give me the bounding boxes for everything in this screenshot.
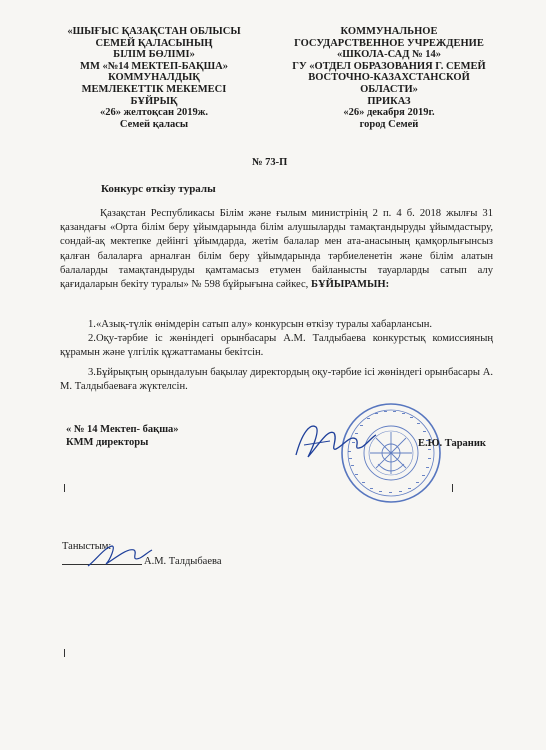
header-right-line: ГУ «ОТДЕЛ ОБРАЗОВАНИЯ Г. СЕМЕЙ <box>292 60 486 72</box>
header-right-line: ВОСТОЧНО-КАЗАХСТАНСКОЙ <box>308 72 470 84</box>
order-item-1: 1.«Азық-түлік өнімдерін сатып алу» конкурсын өткізу туралы хабарлансын. <box>88 319 433 330</box>
margin-mark <box>452 484 453 492</box>
document-number: № 73-П <box>252 157 288 168</box>
header-right-city: город Семей <box>359 118 419 130</box>
signatory-org: « № 14 Мектеп- бақша» <box>66 424 179 435</box>
margin-mark <box>64 484 65 492</box>
header-left-city: Семей қаласы <box>119 118 189 130</box>
order-item-2: 2.Оқу-тәрбие іс жөніндегі орынбасары А.М. Талдыбаева конкурстық комиссияның құрамын және үлгілік құжаттаманы бекітсін. <box>60 333 493 359</box>
order-keyword: БҰЙЫРАМЫН: <box>310 279 390 291</box>
director-name: Е.Ю. Тараник <box>418 438 486 449</box>
header-right-line: ПРИКАЗ <box>367 95 411 107</box>
director-signature <box>290 415 380 465</box>
signatory-position: КММ директоры <box>66 437 149 448</box>
preamble-paragraph <box>60 207 493 292</box>
header-left-line: МЕМЛЕКЕТТІК МЕКЕМЕСІ <box>81 83 227 95</box>
order-item-3: 3.Бұйрықтың орындалуын бақылау директордың оқу-тәрбие ісі жөніндегі орынбасары А. М. Талдыбаеваға жүктелсін. <box>60 367 493 393</box>
header-left-line: ММ «№14 МЕКТЕП-БАҚША» <box>80 60 228 72</box>
header-right-line: ГОСУДАРСТВЕННОЕ УЧРЕЖДЕНИЕ <box>294 37 484 49</box>
header-right-line: ОБЛАСТИ» <box>360 83 418 95</box>
preamble-text: Қазақстан Республикасы Білім және ғылым министрінің 2 п. 4 б. 2018 жылғы 31 қазандағы «Орта білім беру ұйымдарында білім алушыларды тамақтандыруды ұйымдастыру, сондай-ақ мектепке дейінгі ұйымдарда, жетім балалар мен ата-анасының қамқорлығынсыз қалған балаларға арналған білім беру ұйымдарында тәрбиеленетін және білім алатын балаларды тамақтандыруды қамтамасыз етумен байланысты тауарларды сатып алу қағидаларын бекіту туралы» № 598 бұйрығына сәйкес, <box>60 208 493 291</box>
header-russian <box>282 26 496 130</box>
header-right-line: КОММУНАЛЬНОЕ <box>340 26 438 37</box>
header-left-line: БІЛІМ БӨЛІМІ» <box>113 49 195 61</box>
header-left-line: КОММУНАЛДЫҚ <box>108 72 200 84</box>
header-right-date: «26» декабря 2019г. <box>343 107 435 119</box>
header-kazakh <box>58 26 250 130</box>
header-left-line: СЕМЕЙ ҚАЛАСЫНЫҢ <box>95 37 213 49</box>
header-right-line: «ШКОЛА-САД № 14» <box>336 49 442 61</box>
header-left-line: БҰЙРЫҚ <box>130 95 178 107</box>
margin-mark <box>64 649 65 657</box>
header-left-date: «26» желтоқсан 2019ж. <box>100 107 208 119</box>
document-subject: Конкурс өткізу туралы <box>101 183 216 195</box>
acquainted-label: Таныстым: <box>62 541 112 552</box>
acquainted-name: А.М. Талдыбаева <box>144 556 222 567</box>
header-left-line: «ШЫҒЫС ҚАЗАҚСТАН ОБЛЫСЫ <box>67 26 241 37</box>
signatory-title <box>66 423 179 449</box>
